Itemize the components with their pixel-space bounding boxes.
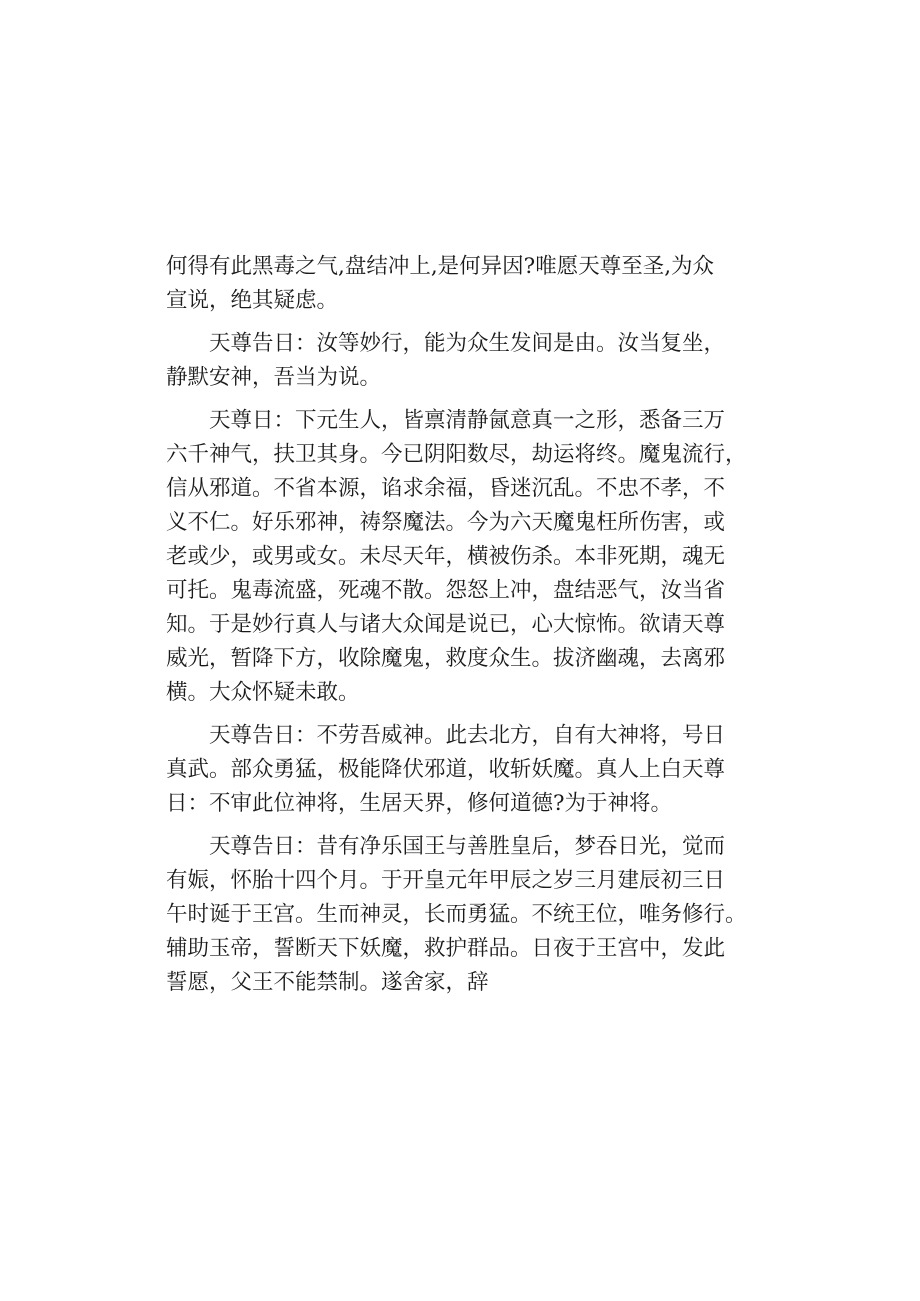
text-line: 威光，暂降下方，收除魔鬼，救度众生。拔济幽魂，去离邪 [166, 646, 726, 671]
paragraph-5 [166, 830, 747, 1000]
paragraph-2 [166, 327, 726, 395]
text-line: 誓愿，父王不能禁制。遂舍家，辞 [166, 970, 489, 995]
text-line: 义不仁。好乐邪神，祷祭魔法。今为六天魔鬼枉所伤害，或 [166, 510, 726, 535]
text-line: 老或少，或男或女。未尽天年，横被伤杀。本非死期，魂无 [166, 544, 726, 569]
text-line: 宣说，绝其疑虑。 [166, 288, 339, 313]
paragraph-1 [166, 250, 715, 318]
text-line: 何得有此黑毒之气,盘结冲上,是何异因?唯愿天尊至圣,为众 [166, 254, 715, 279]
text-line: 辅助玉帝，誓断天下妖魔，救护群品。日夜于王宫中，发此 [166, 936, 726, 961]
text-line: 有娠，怀胎十四个月。于开皇元年甲辰之岁三月建辰初三日 [166, 868, 726, 893]
text-line: 天尊日：下元生人，皆禀清静氤意真一之形，悉备三万 [209, 408, 726, 433]
text-line: 知。于是妙行真人与诸大众闻是说已，心大惊怖。欲请天尊 [166, 612, 726, 637]
text-line: 六千神气，扶卫其身。今已阴阳数尽，劫运将终。魔鬼流行， [166, 442, 747, 467]
paragraph-3 [166, 404, 747, 710]
text-line: 横。大众怀疑未敢。 [166, 680, 360, 705]
text-line: 天尊告日：汝等妙行，能为众生发间是由。汝当复坐， [209, 331, 726, 356]
text-line: 午时诞于王宫。生而神灵，长而勇猛。不统王位，唯务修行。 [166, 902, 747, 927]
text-line: 日：不审此位神将，生居天界，修何道德?为于神将。 [166, 791, 673, 816]
body-text [166, 250, 747, 1009]
text-line: 静默安神，吾当为说。 [166, 365, 382, 390]
text-line: 天尊告日：不劳吾威神。此去北方，自有大神将，号日 [209, 723, 726, 748]
text-line: 可托。鬼毒流盛，死魂不散。怨怒上冲，盘结恶气，汝当省 [166, 578, 726, 603]
text-line: 信从邪道。不省本源，谄求余福，昏迷沉乱。不忠不孝，不 [166, 476, 726, 501]
paragraph-4 [166, 719, 726, 821]
text-line: 真武。部众勇猛，极能降伏邪道，收斩妖魔。真人上白天尊 [166, 757, 726, 782]
text-line: 天尊告日：昔有净乐国王与善胜皇后，梦吞日光，觉而 [209, 834, 726, 859]
